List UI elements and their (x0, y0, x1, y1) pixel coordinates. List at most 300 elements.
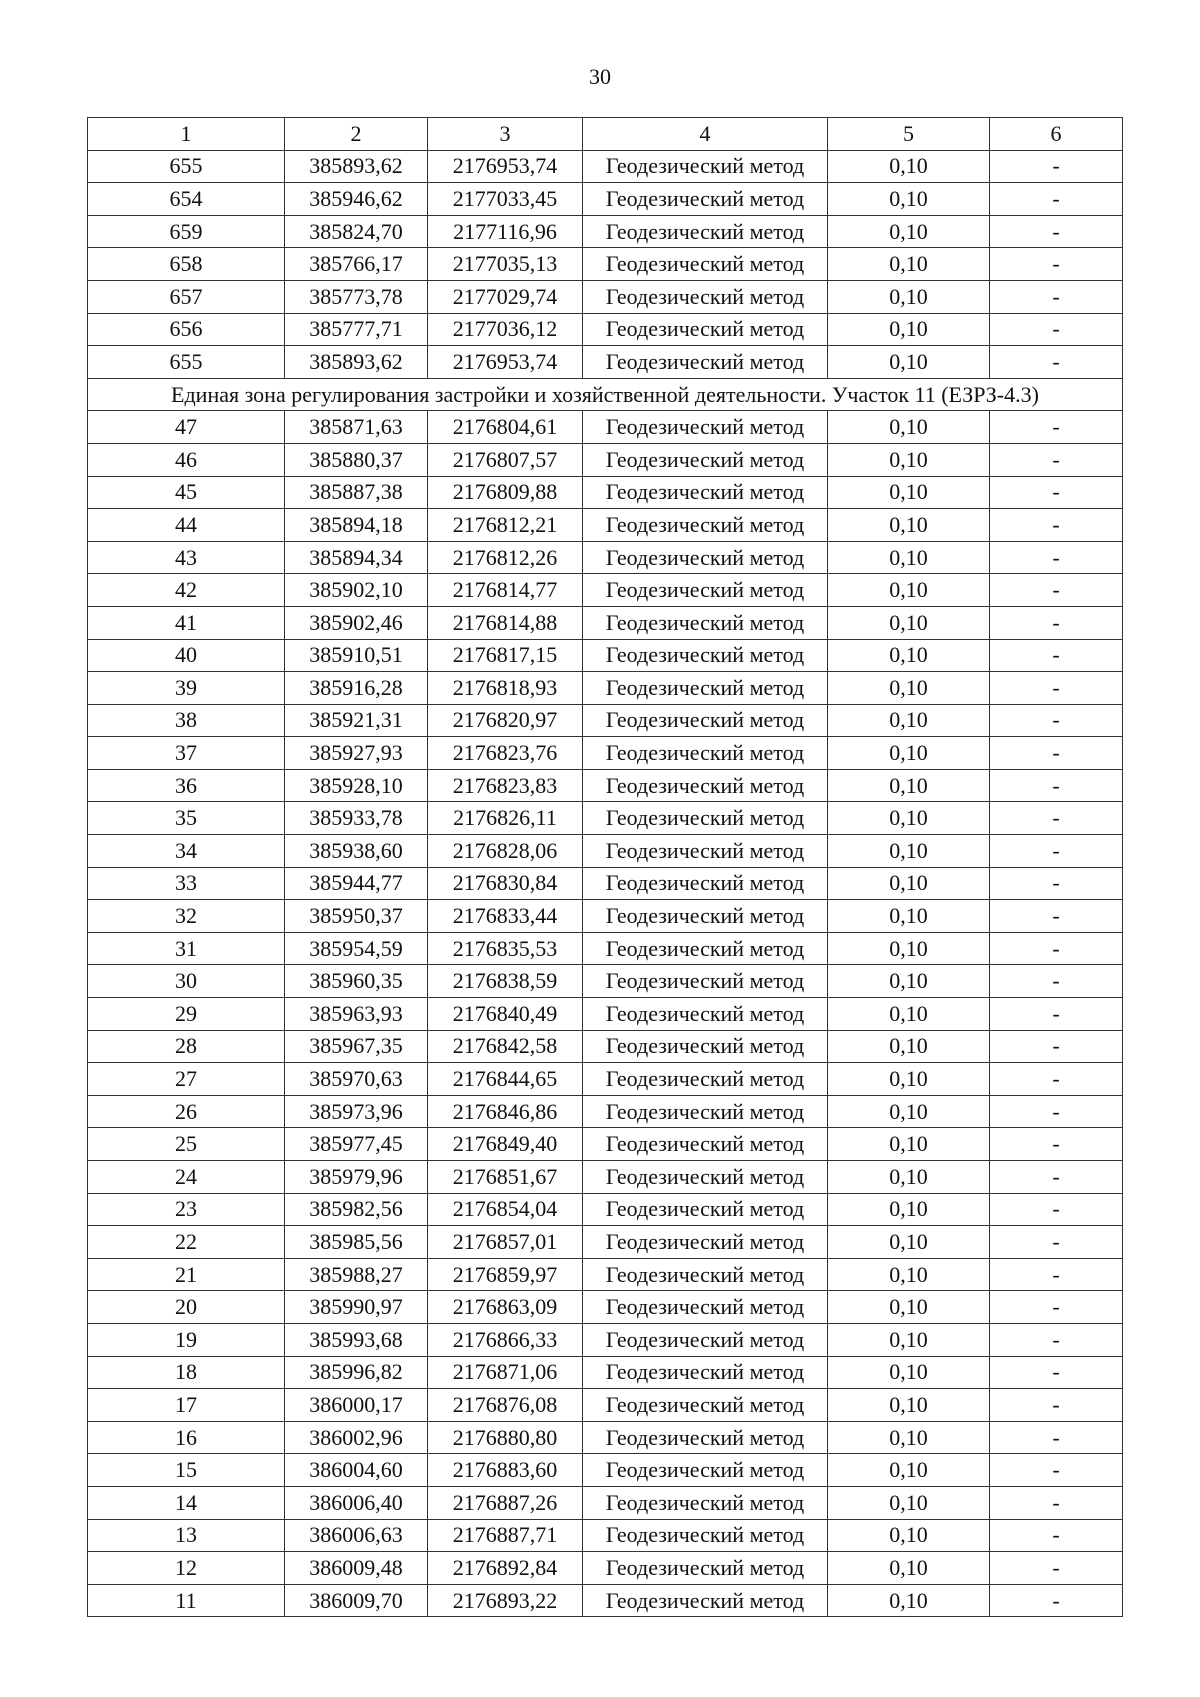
x-coordinate-cell: 385990,97 (285, 1291, 428, 1324)
y-coordinate-cell: 2176826,11 (428, 802, 583, 835)
table-row (88, 932, 1123, 965)
method-cell: Геодезический метод (583, 1258, 828, 1291)
method-cell: Геодезический метод (583, 639, 828, 672)
note-cell: - (990, 443, 1123, 476)
x-coordinate-cell: 385928,10 (285, 769, 428, 802)
y-coordinate-cell: 2176854,04 (428, 1193, 583, 1226)
method-cell: Геодезический метод (583, 1584, 828, 1617)
y-coordinate-cell: 2176883,60 (428, 1454, 583, 1487)
accuracy-cell: 0,10 (828, 183, 990, 216)
note-cell: - (990, 639, 1123, 672)
x-coordinate-cell: 385996,82 (285, 1356, 428, 1389)
method-cell: Геодезический метод (583, 1389, 828, 1422)
x-coordinate-cell: 385970,63 (285, 1063, 428, 1096)
point-number-cell: 14 (88, 1486, 285, 1519)
method-cell: Геодезический метод (583, 737, 828, 770)
accuracy-cell: 0,10 (828, 704, 990, 737)
x-coordinate-cell: 385910,51 (285, 639, 428, 672)
x-coordinate-cell: 385766,17 (285, 248, 428, 281)
note-cell: - (990, 1258, 1123, 1291)
table-row (88, 150, 1123, 183)
method-cell: Геодезический метод (583, 867, 828, 900)
accuracy-cell: 0,10 (828, 1030, 990, 1063)
point-number-cell: 34 (88, 835, 285, 868)
accuracy-cell: 0,10 (828, 476, 990, 509)
x-coordinate-cell: 385960,35 (285, 965, 428, 998)
x-coordinate-cell: 385871,63 (285, 411, 428, 444)
method-cell: Геодезический метод (583, 476, 828, 509)
table-row (88, 509, 1123, 542)
note-cell: - (990, 1030, 1123, 1063)
note-cell: - (990, 704, 1123, 737)
header-row (88, 118, 1123, 151)
y-coordinate-cell: 2176804,61 (428, 411, 583, 444)
note-cell: - (990, 737, 1123, 770)
y-coordinate-cell: 2176844,65 (428, 1063, 583, 1096)
x-coordinate-cell: 385977,45 (285, 1128, 428, 1161)
x-coordinate-cell: 385933,78 (285, 802, 428, 835)
x-coordinate-cell: 385921,31 (285, 704, 428, 737)
y-coordinate-cell: 2176823,83 (428, 769, 583, 802)
x-coordinate-cell: 385916,28 (285, 672, 428, 705)
accuracy-cell: 0,10 (828, 900, 990, 933)
table-row (88, 280, 1123, 313)
method-cell: Геодезический метод (583, 965, 828, 998)
table-row (88, 606, 1123, 639)
point-number-cell: 655 (88, 150, 285, 183)
table-row (88, 1193, 1123, 1226)
note-cell: - (990, 509, 1123, 542)
method-cell: Геодезический метод (583, 411, 828, 444)
method-cell: Геодезический метод (583, 1454, 828, 1487)
accuracy-cell: 0,10 (828, 215, 990, 248)
accuracy-cell: 0,10 (828, 509, 990, 542)
method-cell: Геодезический метод (583, 280, 828, 313)
point-number-cell: 42 (88, 574, 285, 607)
method-cell: Геодезический метод (583, 541, 828, 574)
point-number-cell: 46 (88, 443, 285, 476)
x-coordinate-cell: 385902,46 (285, 606, 428, 639)
method-cell: Геодезический метод (583, 1486, 828, 1519)
method-cell: Геодезический метод (583, 574, 828, 607)
point-number-cell: 24 (88, 1161, 285, 1194)
note-cell: - (990, 1323, 1123, 1356)
accuracy-cell: 0,10 (828, 1389, 990, 1422)
x-coordinate-cell: 386002,96 (285, 1421, 428, 1454)
note-cell: - (990, 1486, 1123, 1519)
note-cell: - (990, 346, 1123, 379)
accuracy-cell: 0,10 (828, 1421, 990, 1454)
point-number-cell: 18 (88, 1356, 285, 1389)
note-cell: - (990, 802, 1123, 835)
table-row (88, 704, 1123, 737)
y-coordinate-cell: 2176833,44 (428, 900, 583, 933)
point-number-cell: 28 (88, 1030, 285, 1063)
note-cell: - (990, 150, 1123, 183)
note-cell: - (990, 1584, 1123, 1617)
accuracy-cell: 0,10 (828, 769, 990, 802)
table-row (88, 672, 1123, 705)
note-cell: - (990, 672, 1123, 705)
x-coordinate-cell: 385893,62 (285, 346, 428, 379)
note-cell: - (990, 1063, 1123, 1096)
method-cell: Геодезический метод (583, 672, 828, 705)
y-coordinate-cell: 2176863,09 (428, 1291, 583, 1324)
method-cell: Геодезический метод (583, 1030, 828, 1063)
y-coordinate-cell: 2176835,53 (428, 932, 583, 965)
table-row (88, 346, 1123, 379)
table-row (88, 574, 1123, 607)
accuracy-cell: 0,10 (828, 1291, 990, 1324)
note-cell: - (990, 1552, 1123, 1585)
y-coordinate-cell: 2176812,21 (428, 509, 583, 542)
coordinates-table-body (88, 118, 1123, 1617)
point-number-cell: 654 (88, 183, 285, 216)
method-cell: Геодезический метод (583, 183, 828, 216)
accuracy-cell: 0,10 (828, 248, 990, 281)
accuracy-cell: 0,10 (828, 313, 990, 346)
x-coordinate-cell: 385954,59 (285, 932, 428, 965)
note-cell: - (990, 1095, 1123, 1128)
x-coordinate-cell: 386006,40 (285, 1486, 428, 1519)
point-number-cell: 27 (88, 1063, 285, 1096)
table-row (88, 313, 1123, 346)
y-coordinate-cell: 2176840,49 (428, 998, 583, 1031)
y-coordinate-cell: 2176812,26 (428, 541, 583, 574)
method-cell: Геодезический метод (583, 1519, 828, 1552)
accuracy-cell: 0,10 (828, 541, 990, 574)
accuracy-cell: 0,10 (828, 1356, 990, 1389)
accuracy-cell: 0,10 (828, 1258, 990, 1291)
y-coordinate-cell: 2176892,84 (428, 1552, 583, 1585)
y-coordinate-cell: 2177029,74 (428, 280, 583, 313)
point-number-cell: 19 (88, 1323, 285, 1356)
note-cell: - (990, 280, 1123, 313)
note-cell: - (990, 574, 1123, 607)
x-coordinate-cell: 385887,38 (285, 476, 428, 509)
note-cell: - (990, 1291, 1123, 1324)
note-cell: - (990, 835, 1123, 868)
method-cell: Геодезический метод (583, 1193, 828, 1226)
y-coordinate-cell: 2176953,74 (428, 346, 583, 379)
y-coordinate-cell: 2176807,57 (428, 443, 583, 476)
x-coordinate-cell: 385944,77 (285, 867, 428, 900)
y-coordinate-cell: 2176893,22 (428, 1584, 583, 1617)
page-number: 30 (589, 64, 611, 89)
y-coordinate-cell: 2176876,08 (428, 1389, 583, 1422)
point-number-cell: 25 (88, 1128, 285, 1161)
table-row (88, 1486, 1123, 1519)
method-cell: Геодезический метод (583, 606, 828, 639)
note-cell: - (990, 1454, 1123, 1487)
method-cell: Геодезический метод (583, 346, 828, 379)
y-coordinate-cell: 2176880,80 (428, 1421, 583, 1454)
y-coordinate-cell: 2176953,74 (428, 150, 583, 183)
accuracy-cell: 0,10 (828, 346, 990, 379)
point-number-cell: 39 (88, 672, 285, 705)
accuracy-cell: 0,10 (828, 1584, 990, 1617)
table-row (88, 639, 1123, 672)
accuracy-cell: 0,10 (828, 835, 990, 868)
table-row (88, 215, 1123, 248)
point-number-cell: 31 (88, 932, 285, 965)
note-cell: - (990, 1389, 1123, 1422)
method-cell: Геодезический метод (583, 1291, 828, 1324)
point-number-cell: 45 (88, 476, 285, 509)
method-cell: Геодезический метод (583, 1356, 828, 1389)
accuracy-cell: 0,10 (828, 150, 990, 183)
x-coordinate-cell: 386006,63 (285, 1519, 428, 1552)
table-row (88, 1389, 1123, 1422)
table-row (88, 737, 1123, 770)
y-coordinate-cell: 2176846,86 (428, 1095, 583, 1128)
table-row (88, 1030, 1123, 1063)
method-cell: Геодезический метод (583, 769, 828, 802)
x-coordinate-cell: 385777,71 (285, 313, 428, 346)
x-coordinate-cell: 385988,27 (285, 1258, 428, 1291)
point-number-cell: 40 (88, 639, 285, 672)
y-coordinate-cell: 2176814,88 (428, 606, 583, 639)
point-number-cell: 659 (88, 215, 285, 248)
accuracy-cell: 0,10 (828, 965, 990, 998)
accuracy-cell: 0,10 (828, 1519, 990, 1552)
y-coordinate-cell: 2176828,06 (428, 835, 583, 868)
accuracy-cell: 0,10 (828, 932, 990, 965)
x-coordinate-cell: 385985,56 (285, 1226, 428, 1259)
point-number-cell: 37 (88, 737, 285, 770)
point-number-cell: 655 (88, 346, 285, 379)
accuracy-cell: 0,10 (828, 1226, 990, 1259)
point-number-cell: 47 (88, 411, 285, 444)
table-row (88, 1454, 1123, 1487)
y-coordinate-cell: 2176814,77 (428, 574, 583, 607)
note-cell: - (990, 1128, 1123, 1161)
note-cell: - (990, 769, 1123, 802)
x-coordinate-cell: 385993,68 (285, 1323, 428, 1356)
point-number-cell: 658 (88, 248, 285, 281)
point-number-cell: 30 (88, 965, 285, 998)
accuracy-cell: 0,10 (828, 1063, 990, 1096)
accuracy-cell: 0,10 (828, 574, 990, 607)
point-number-cell: 22 (88, 1226, 285, 1259)
y-coordinate-cell: 2176820,97 (428, 704, 583, 737)
note-cell: - (990, 1161, 1123, 1194)
method-cell: Геодезический метод (583, 150, 828, 183)
table-row (88, 476, 1123, 509)
x-coordinate-cell: 385824,70 (285, 215, 428, 248)
accuracy-cell: 0,10 (828, 802, 990, 835)
x-coordinate-cell: 385973,96 (285, 1095, 428, 1128)
note-cell: - (990, 541, 1123, 574)
note-cell: - (990, 313, 1123, 346)
note-cell: - (990, 183, 1123, 216)
note-cell: - (990, 215, 1123, 248)
x-coordinate-cell: 385946,62 (285, 183, 428, 216)
y-coordinate-cell: 2176857,01 (428, 1226, 583, 1259)
accuracy-cell: 0,10 (828, 1323, 990, 1356)
y-coordinate-cell: 2176818,93 (428, 672, 583, 705)
x-coordinate-cell: 385938,60 (285, 835, 428, 868)
section-row (88, 378, 1123, 411)
x-coordinate-cell: 385880,37 (285, 443, 428, 476)
method-cell: Геодезический метод (583, 998, 828, 1031)
point-number-cell: 38 (88, 704, 285, 737)
note-cell: - (990, 965, 1123, 998)
accuracy-cell: 0,10 (828, 1486, 990, 1519)
accuracy-cell: 0,10 (828, 1161, 990, 1194)
accuracy-cell: 0,10 (828, 998, 990, 1031)
x-coordinate-cell: 385927,93 (285, 737, 428, 770)
y-coordinate-cell: 2177035,13 (428, 248, 583, 281)
y-coordinate-cell: 2176887,26 (428, 1486, 583, 1519)
point-number-cell: 13 (88, 1519, 285, 1552)
point-number-cell: 26 (88, 1095, 285, 1128)
x-coordinate-cell: 385963,93 (285, 998, 428, 1031)
table-row (88, 1356, 1123, 1389)
x-coordinate-cell: 385894,18 (285, 509, 428, 542)
y-coordinate-cell: 2176817,15 (428, 639, 583, 672)
point-number-cell: 656 (88, 313, 285, 346)
accuracy-cell: 0,10 (828, 443, 990, 476)
table-row (88, 802, 1123, 835)
accuracy-cell: 0,10 (828, 280, 990, 313)
x-coordinate-cell: 386009,48 (285, 1552, 428, 1585)
y-coordinate-cell: 2176859,97 (428, 1258, 583, 1291)
point-number-cell: 657 (88, 280, 285, 313)
note-cell: - (990, 1226, 1123, 1259)
table-row (88, 1323, 1123, 1356)
table-row (88, 541, 1123, 574)
note-cell: - (990, 1356, 1123, 1389)
method-cell: Геодезический метод (583, 509, 828, 542)
accuracy-cell: 0,10 (828, 1193, 990, 1226)
note-cell: - (990, 476, 1123, 509)
note-cell: - (990, 606, 1123, 639)
method-cell: Геодезический метод (583, 1095, 828, 1128)
x-coordinate-cell: 386009,70 (285, 1584, 428, 1617)
point-number-cell: 33 (88, 867, 285, 900)
table-row (88, 411, 1123, 444)
table-row (88, 183, 1123, 216)
method-cell: Геодезический метод (583, 1552, 828, 1585)
table-row (88, 1421, 1123, 1454)
method-cell: Геодезический метод (583, 835, 828, 868)
accuracy-cell: 0,10 (828, 672, 990, 705)
table-row (88, 1291, 1123, 1324)
y-coordinate-cell: 2176809,88 (428, 476, 583, 509)
accuracy-cell: 0,10 (828, 1128, 990, 1161)
note-cell: - (990, 932, 1123, 965)
x-coordinate-cell: 385902,10 (285, 574, 428, 607)
table-row (88, 1519, 1123, 1552)
y-coordinate-cell: 2176838,59 (428, 965, 583, 998)
header-cell: 2 (285, 118, 428, 151)
method-cell: Геодезический метод (583, 1128, 828, 1161)
table-row (88, 1095, 1123, 1128)
table-row (88, 867, 1123, 900)
accuracy-cell: 0,10 (828, 411, 990, 444)
method-cell: Геодезический метод (583, 900, 828, 933)
point-number-cell: 35 (88, 802, 285, 835)
method-cell: Геодезический метод (583, 1161, 828, 1194)
note-cell: - (990, 1421, 1123, 1454)
method-cell: Геодезический метод (583, 932, 828, 965)
point-number-cell: 23 (88, 1193, 285, 1226)
point-number-cell: 21 (88, 1258, 285, 1291)
x-coordinate-cell: 385894,34 (285, 541, 428, 574)
accuracy-cell: 0,10 (828, 606, 990, 639)
table-row (88, 769, 1123, 802)
point-number-cell: 43 (88, 541, 285, 574)
note-cell: - (990, 998, 1123, 1031)
note-cell: - (990, 411, 1123, 444)
y-coordinate-cell: 2177033,45 (428, 183, 583, 216)
point-number-cell: 36 (88, 769, 285, 802)
header-cell: 1 (88, 118, 285, 151)
table-row (88, 1128, 1123, 1161)
method-cell: Геодезический метод (583, 1063, 828, 1096)
method-cell: Геодезический метод (583, 443, 828, 476)
table-row (88, 1258, 1123, 1291)
point-number-cell: 20 (88, 1291, 285, 1324)
x-coordinate-cell: 385979,96 (285, 1161, 428, 1194)
note-cell: - (990, 867, 1123, 900)
y-coordinate-cell: 2176842,58 (428, 1030, 583, 1063)
y-coordinate-cell: 2176851,67 (428, 1161, 583, 1194)
section-title: Единая зона регулирования застройки и хозяйственной деятельности. Участок 11 (ЕЗРЗ-4.3) (88, 378, 1123, 411)
y-coordinate-cell: 2177036,12 (428, 313, 583, 346)
y-coordinate-cell: 2176830,84 (428, 867, 583, 900)
accuracy-cell: 0,10 (828, 639, 990, 672)
note-cell: - (990, 1193, 1123, 1226)
x-coordinate-cell: 386004,60 (285, 1454, 428, 1487)
accuracy-cell: 0,10 (828, 1095, 990, 1128)
method-cell: Геодезический метод (583, 1421, 828, 1454)
table-row (88, 248, 1123, 281)
table-row (88, 1161, 1123, 1194)
x-coordinate-cell: 386000,17 (285, 1389, 428, 1422)
note-cell: - (990, 248, 1123, 281)
accuracy-cell: 0,10 (828, 737, 990, 770)
accuracy-cell: 0,10 (828, 867, 990, 900)
table-row (88, 1226, 1123, 1259)
header-cell: 4 (583, 118, 828, 151)
table-row (88, 900, 1123, 933)
x-coordinate-cell: 385950,37 (285, 900, 428, 933)
point-number-cell: 29 (88, 998, 285, 1031)
header-cell: 5 (828, 118, 990, 151)
x-coordinate-cell: 385982,56 (285, 1193, 428, 1226)
table-row (88, 1584, 1123, 1617)
table-row (88, 1552, 1123, 1585)
method-cell: Геодезический метод (583, 248, 828, 281)
x-coordinate-cell: 385893,62 (285, 150, 428, 183)
header-cell: 6 (990, 118, 1123, 151)
y-coordinate-cell: 2177116,96 (428, 215, 583, 248)
method-cell: Геодезический метод (583, 215, 828, 248)
table-row (88, 965, 1123, 998)
point-number-cell: 11 (88, 1584, 285, 1617)
method-cell: Геодезический метод (583, 704, 828, 737)
method-cell: Геодезический метод (583, 1323, 828, 1356)
accuracy-cell: 0,10 (828, 1552, 990, 1585)
method-cell: Геодезический метод (583, 802, 828, 835)
y-coordinate-cell: 2176849,40 (428, 1128, 583, 1161)
y-coordinate-cell: 2176871,06 (428, 1356, 583, 1389)
y-coordinate-cell: 2176823,76 (428, 737, 583, 770)
point-number-cell: 44 (88, 509, 285, 542)
point-number-cell: 12 (88, 1552, 285, 1585)
